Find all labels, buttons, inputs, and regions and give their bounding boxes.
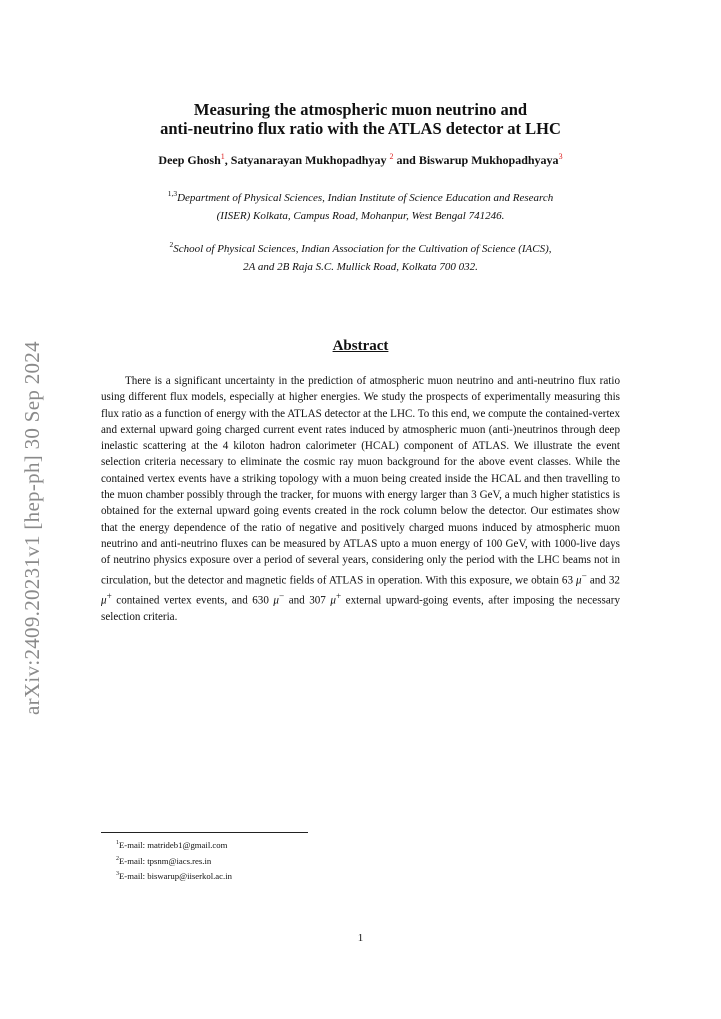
plus-sign: + <box>335 591 342 602</box>
footnote-3 <box>116 868 232 884</box>
mu-symbol: μ <box>101 594 107 607</box>
title-line-1: Measuring the atmospheric muon neutrino and <box>193 100 528 119</box>
footnote-separator <box>101 832 308 833</box>
author-separator: , <box>224 153 231 167</box>
page-number: 1 <box>357 932 364 944</box>
author-1-mark: 1 <box>220 152 225 161</box>
author-3-mark: 3 <box>558 152 563 161</box>
minus-sign: − <box>278 591 285 602</box>
author-separator: and <box>393 153 419 167</box>
mu-symbol: μ <box>330 594 336 607</box>
footnote-1 <box>116 837 232 853</box>
mu-symbol: μ <box>273 594 279 607</box>
abstract-text: external upward-going events, after imposing the necessary selection criteria. <box>101 594 620 623</box>
footnote-2 <box>116 853 232 869</box>
footnote-2-text: E-mail: tpsnm@iacs.res.in <box>119 855 212 866</box>
paper-title <box>60 100 661 138</box>
affiliation-2-mark: 2 <box>169 240 174 249</box>
affiliation-1-mark: 1,3 <box>167 189 178 198</box>
footnote-1-mark: 1 <box>116 840 119 846</box>
footnotes <box>116 837 232 884</box>
footnote-3-text: E-mail: biswarup@iiserkol.ac.in <box>119 871 232 881</box>
author-2: Satyanarayan Mukhopadhyay <box>230 153 390 167</box>
arxiv-identifier-stamp <box>17 315 47 715</box>
abstract-text: contained vertex events, and 630 <box>111 594 274 607</box>
footnote-2-mark: 2 <box>116 855 119 862</box>
author-1: Deep Ghosh <box>158 153 221 167</box>
affiliation-1 <box>100 185 621 225</box>
footnote-1-text: E-mail: matrideb1@gmail.com <box>119 840 228 850</box>
affiliation-1-line-2: (IISER) Kolkata, Campus Road, Mohanpur, West Bengal 741246. <box>216 210 505 222</box>
affiliation-2 <box>100 236 621 276</box>
title-line-2: anti-neutrino flux ratio with the ATLAS detector at LHC <box>160 119 561 138</box>
abstract-heading: Abstract <box>332 338 389 354</box>
mu-symbol: μ <box>576 574 582 587</box>
footnote-3-mark: 3 <box>116 871 119 877</box>
plus-sign: + <box>106 591 112 602</box>
minus-sign: − <box>581 571 587 582</box>
affiliation-1-line-1: Department of Physical Sciences, Indian Institute of Science Education and Research <box>177 192 554 204</box>
abstract-text: There is a significant uncertainty in the prediction of atmospheric muon neutrino and anti-neutrino flux ratio using different flux models, especially at higher energies. We study the prospects of experimentally measuring this flux ratio as a function of energy with the ATLAS detector at the LHC. To this end, we compute the contained-vertex and external upward going charged current event rates induced by atmospheric muon (anti-)neutrinos through deep inelastic scattering at the 4 kiloton hadron calorimeter (HCAL) component of ATLAS. We illustrate the event selection criteria necessary to eliminate the cosmic ray muon background for the above event classes. While the contained vertex events have a striking topology with a muon being created inside the HCAL and then travelling to the muon chamber possibly through the tracker, for muons with energy larger than 3 GeV, a much higher statistics is obtained for the external upward going events created in the rock column below the detector. Our estimates show that the energy dependence of the ratio of negative and positively charged muons induced by atmospheric muon neutrino and anti-neutrino fluxes can be measured by ATLAS upto a muon energy of 100 GeV, with 1000-live days of neutrino physics exposure over a period of several years, considering only the period with the LHC beams not in circulation, but the detector and magnetic fields of ATLAS in operation. With this exposure, we obtain 63 <box>101 375 620 587</box>
abstract-body <box>101 373 620 625</box>
affiliation-2-line-1: School of Physical Sciences, Indian Association for the Cultivation of Science (IACS), <box>173 243 552 255</box>
abstract-text: and 32 <box>586 574 620 587</box>
affiliation-2-line-2: 2A and 2B Raja S.C. Mullick Road, Kolkata 700 032. <box>243 261 478 273</box>
abstract-text: and 307 <box>284 594 331 607</box>
author-2-mark: 2 <box>389 152 394 161</box>
author-list <box>60 152 661 168</box>
author-3: Biswarup Mukhopadhyaya <box>418 153 559 167</box>
arxiv-stamp-text: arXiv:2409.20231v1 [hep-ph] 30 Sep 2024 <box>20 341 44 715</box>
